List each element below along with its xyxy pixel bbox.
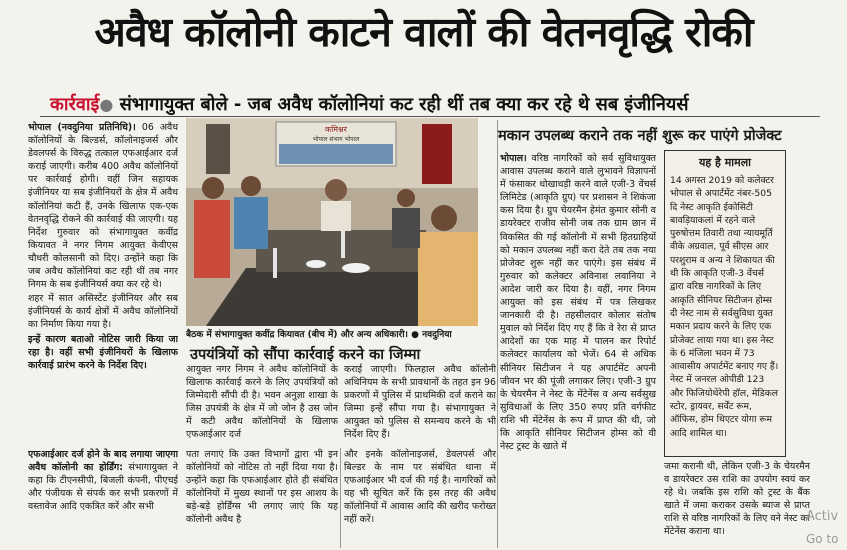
meeting-photo [186, 118, 478, 326]
column-divider [497, 120, 498, 548]
right-dateline: भोपाल। [500, 153, 527, 164]
para-3: इन्हें कारण बताओ नोटिस जारी किया जा रहा है। वहीं सभी इंजीनियरों के खिलाफ कार्रवाई प्रारंभ करने के निर्देश दिए। [28, 333, 178, 371]
subheadline-text: संभागायुक्त बोले - जब अवैध कॉलोनियां कट रही थीं तब क्या कर रहे थे सब इंजीनियर्स [119, 94, 689, 115]
mid-text-a: आयुक्त नगर निगम ने अवैध कॉलोनियों के खिलाफ कार्रवाई करने के लिए उपयंत्रियों को जिम्मेदारी सौंपी दी है। भवन अनुज्ञा शाखा के जिस उपयंत्री के क्षेत्र में जो जोन है उस जोन में कटी अवैध कॉलोनियों के खिलाफ एफआईआर दर्ज [186, 364, 338, 441]
right-bottom-text: जमा करानी थी, लेकिन एजी-3 के चेयरमैन व डायरेक्टर उस राशि का उपयोग स्वयं कर रहे थे। जबकि इस राशि को ट्रस्ट के बैंक खाते में जमा कराकर उसके ब्याज से प्राप्त राशि से वरिष्ठ नागरिकों के लिए वने नेस्ट का मेंटेनेंस कराना था। [664, 461, 810, 538]
photo-caption: बैठक में संभागायुक्त कवींद्र कियावत (बीच में) और अन्य अधिकारी। ● नवदुनिया [186, 330, 452, 340]
context-box-text: 14 अगस्त 2019 को कलेक्टर भोपाल से अपार्टमेंट नंबर-505 दि नेस्ट आकृति ईकोसिटी बावड़ियाकलां में रहने वाले पुरुषोत्तम तिवारी तथा न्यायमूर्ति वीके अग्रवाल, पूर्व सीएस आर परशुराम व अन्य ने शिकायत की थी कि आकृति एजी-3 वेंचर्स द्वारा वरिष्ठ नागरिकों के लिए आकृति सीनियर सिटीजन होम्स दी नेस्ट नाम से सर्वसुविधा युक्त मकान प्रदाय करने के लिए एक प्रोजेक्ट लाया गया था। इस नेस्ट के 6 मंजिला भवन में 73 आवासीय अपार्टमेंट बनाए गए हैं। नेस्ट में जनरल ओपीडी 123 और फिजियोथेरेपी हॉल, मेडिकल स्टोर, ड्रायवर, सर्वेंट रूम, ऑफिस, होम थिएटर योगा रूम आदि शामिल था। [670, 175, 779, 439]
right-article-head: मकान उपलब्ध कराने तक नहीं शुरू कर पाएंगे प्रोजेक्ट [498, 128, 782, 144]
context-box-title: यह है मामला [698, 156, 752, 169]
banner-subtitle: भोपाल संभाग भोपाल [312, 136, 360, 143]
article-column-2a [186, 363, 338, 443]
para-1: 06 अवैध कॉलोनियों के बिल्डर्स, कॉलोनाइजर्स और डेवलपर्स के विरुद्ध तत्काल एफआईआर दर्ज कराई जाएगी। करीब 400 अवैध कॉलोनियों पर कार्रवाई होगी। वहीं जिन सहायक इंजीनियर या सब इंजीनियरों के क्षेत्र में अवैध कॉलोनियां कटी हैं, उनके खिलाफ एक-एक वेतनवृद्धि रोकने की कार्रवाई की जाएगी। यह निर्देश गुरुवार को संभागायुक्त कवींद्र कियावत ने नगर निगम आयुक्त केवीएस चौधरी कोलसानी को दिए। उन्होंने कहा कि जब अवैध कॉलोनियां कट रही थीं तब नगर निगम के सब इंजीनियर्स क्या कर रहे थे। [28, 122, 178, 291]
dateline: भोपाल (नवदुनिया प्रतिनिधि)। [28, 122, 136, 133]
article-column-1-lower [28, 448, 178, 548]
watermark-line-2: Go to [806, 532, 839, 546]
mid-text-c: पता लगाएं कि उक्त विभागों द्वारा भी इन कॉलोनियों को नोटिस तो नहीं दिया गया है। उन्होंने कहा कि एफआईआर होते ही संबंधित कॉलोनियों में मुख्य स्थानों पर इस आशय के बड़े-बड़े होर्डिंग्स भी लगाए जाएं कि यह कॉलोनी अवैध है [186, 449, 338, 526]
meeting-photo-illustration [186, 118, 478, 326]
section-subhead: उपयंत्रियों को सौंपा कार्रवाई करने का जिम्मा [190, 347, 421, 363]
article-column-2d [344, 448, 496, 548]
article-column-2c [186, 448, 338, 548]
headline: अवैध कॉलोनी काटने वालों की वेतनवृद्धि रोकी [94, 8, 753, 56]
mid-text-b: कराई जाएगी। फिलहाल अवैध कॉलोनी अधिनियम के सभी प्रावधानों के तहत इन 96 प्रकरणों में पुलिस में प्राथमिकी दर्ज कराने का जिम्मा इन्हें सौंपा गया है। संभागायुक्त ने आयुक्त को पुलिस से समन्वय करने के भी निर्देश दिए हैं। [344, 364, 496, 441]
bullet-icon: ● [99, 95, 114, 114]
right-bottom-column [664, 460, 810, 548]
article-column-1 [28, 121, 178, 447]
right-text: वरिष्ठ नागरिकों को सर्व सुविधायुक्त आवास उपलब्ध कराने वाले लुभावने विज्ञापनों में फंसाकर धोखाधड़ी करने वाले एजी-3 वेंचर्स लिमिटेड (आकृति ग्रुप) पर प्रशासन ने शिकंजा कस दिया है। ग्रुप चेयरमैन हेमंत कुमार सोनी व डायरेक्टर राजीव सोनी जब तक ग्राम छान में विकसित की गई कॉलोनी में सभी हितग्राहियों को मकान उपलब्ध नहीं करा देते तब तक नया प्रोजेक्ट शुरू नहीं कर पाएंगे। इस संबंध में गुरुवार को कलेक्टर अविनाश लवानिया ने आदेश जारी कर दिया है। वहीं, नगर निगम आयुक्त को इस संबंध में पत्र लिखकर जानकारी दी है। तहसीलदार कोलार संतोष मुवाल को निर्देश दिए गए हैं कि वे रेरा से प्राप्त आदेशों का एक माह में पालन कर रिपोर्ट कलेक्टर कार्यालय को भेजें। 64 से अधिक सीनियर सिटीजन ने यह अपार्टमेंट अपनी जीवन भर की पूंजी लगाकर लिए। एजी-3 ग्रुप के चेयरमैन ने नेस्ट के मेंटेनेंस व अन्य सर्वसुख सुविधाओं के लिए 350 रुपए प्रति वर्गफीट राशि भी मेंटेनेंस के रूप में प्राप्त की थी, जो कि आकृति सीनियर सिटीजन होम्स को वी नेस्ट ट्रस्ट के खाते में [500, 153, 656, 453]
watermark-line-1: Activ [806, 509, 839, 524]
column-divider [340, 448, 341, 548]
subsection-text: संभागायुक्त ने कहा कि टीएनसीपी, बिजली कंपनी, पीएचई और पंजीयक से संपर्क कर सभी प्रकरणों में वस्तावेज आदि एकत्रित करें और सभी [28, 462, 178, 513]
mid-text-d: और इनके कॉलोनाइजर्स, डेवलपर्स और बिल्डर के नाम पर संबंधित थाना में एफआईआर भी दर्ज की गई है। नागरिकों को यह भी सूचित करें कि इस तरह की अवैध कॉलोनियों में आवास आदि की खरीद फरोख्त नहीं करें। [344, 449, 496, 526]
article-column-2b [344, 363, 496, 443]
context-box [664, 150, 786, 457]
para-2: शहर में सात असिस्टेंट इंजीनियर और सब इंजीनियर्स के कार्य क्षेत्रों में अवैध कॉलोनियों का निर्माण किया गया है। [28, 293, 178, 331]
subheadline [50, 92, 689, 116]
subsection-head: एफआईआर दर्ज होने के बाद लगाया जाएगा अवैध कॉलोनी का होर्डिंग: [28, 449, 178, 474]
divider [40, 116, 820, 117]
right-article-column [500, 152, 656, 548]
banner-title: कमिश्नर [325, 125, 347, 134]
kicker: कार्रवाई [50, 94, 100, 115]
